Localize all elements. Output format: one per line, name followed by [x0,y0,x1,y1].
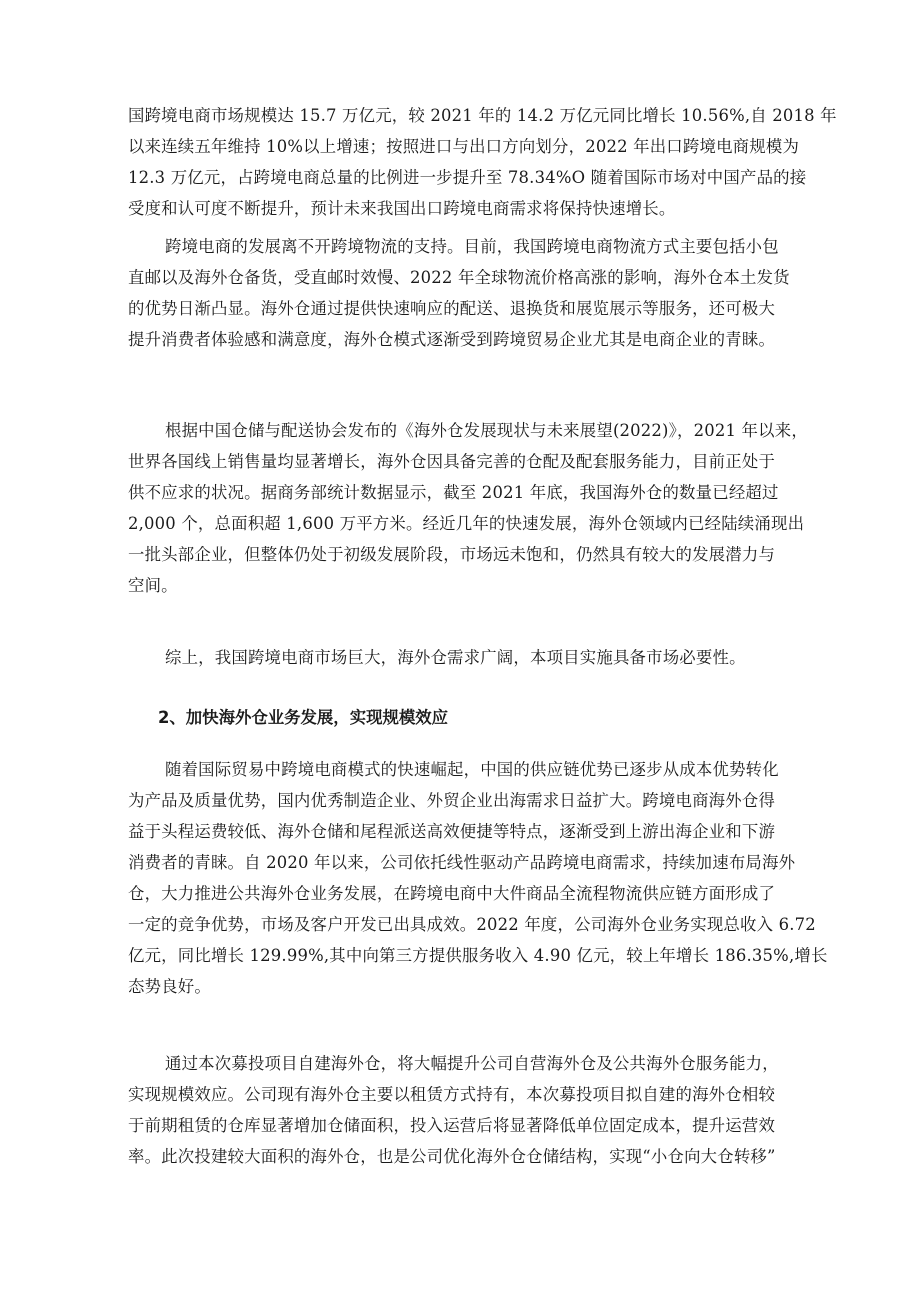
text-line: 根据中国仓储与配送协会发布的《海外仓发展现状与未来展望(2022)》，2021 年以来， [165,421,808,440]
text-line: 率。此次投建较大面积的海外仓，也是公司优化海外仓仓储结构，实现“小仓向大仓转移” [128,1147,776,1166]
text-line: 12.3 万亿元，占跨境电商总量的比例进一步提升至 78.34%O 随着国际市场对中国产品的接 [128,168,807,187]
text-line: 2,000 个，总面积超 1,600 万平方米。经近几年的快速发展，海外仓领域内已经陆续涌现出 [128,514,805,533]
text-line: 随着国际贸易中跨境电商模式的快速崛起，中国的供应链优势已逐步从成本优势转化 [165,760,779,779]
text-line: 的优势日渐凸显。海外仓通过提供快速响应的配送、退换货和展览展示等服务，还可极大 [128,299,776,318]
paragraph-market-scale [128,100,837,224]
text-line: 国跨境电商市场规模达 15.7 万亿元，较 2021 年的 14.2 万亿元同比增长 10.56%,自 2018 年 [128,106,837,125]
text-line: 为产品及质量优势，国内优秀制造企业、外贸企业出海需求日益扩大。跨境电商海外仓得 [128,791,776,810]
paragraph-logistics [128,231,798,355]
paragraph-summary [128,642,798,673]
text-line: 仓，大力推进公共海外仓业务发展，在跨境电商中大件商品全流程物流供应链方面形成了 [128,884,776,903]
text-line: 提升消费者体验感和满意度，海外仓模式逐渐受到跨境贸易企业尤其是电商企业的青睐。 [128,330,776,349]
section-heading: 2、加快海外仓业务发展，实现规模效应 [158,708,449,727]
text-line: 一批头部企业，但整体仍处于初级发展阶段，市场远未饱和，仍然具有较大的发展潜力与 [128,545,776,564]
text-line: 消费者的青睐。自 2020 年以来，公司依托线性驱动产品跨境电商需求，持续加速布局海外 [128,853,796,872]
text-line: 以来连续五年维持 10%以上增速；按照进口与出口方向划分，2022 年出口跨境电商规模为 [128,137,800,156]
text-line: 实现规模效应。公司现有海外仓主要以租赁方式持有，本次募投项目拟自建的海外仓相较 [128,1085,776,1104]
text-line: 态势良好。 [128,977,211,996]
text-line: 亿元，同比增长 129.99%,其中向第三方提供服务收入 4.90 亿元，较上年增长 186.35%,增长 [128,946,828,965]
text-line: 世界各国线上销售量均显著增长，海外仓因具备完善的仓配及配套服务能力，目前正处于 [128,452,776,471]
paragraph-warehouse-report [128,415,808,601]
text-line: 一定的竞争优势，市场及客户开发已出具成效。2022 年度，公司海外仓业务实现总收入 6.72 [128,915,816,934]
text-line: 供不应求的状况。据商务部统计数据显示，截至 2021 年底，我国海外仓的数量已经超过 [128,483,779,502]
paragraph-business-growth [128,754,828,1002]
text-line: 通过本次募投项目自建海外仓，将大幅提升公司自营海外仓及公共海外仓服务能力， [165,1054,779,1073]
text-line: 跨境电商的发展离不开跨境物流的支持。目前，我国跨境电商物流方式主要包括小包 [165,237,779,256]
text-line: 受度和认可度不断提升，预计未来我国出口跨境电商需求将保持快速增长。 [128,199,676,218]
paragraph-scale-effect [128,1048,798,1172]
text-line: 益于头程运费较低、海外仓储和尾程派送高效便捷等特点，逐渐受到上游出海企业和下游 [128,822,776,841]
text-line: 空间。 [128,576,178,595]
text-line: 于前期租赁的仓库显著增加仓储面积，投入运营后将显著降低单位固定成本，提升运营效 [128,1116,776,1135]
text-line: 综上，我国跨境电商市场巨大，海外仓需求广阔，本项目实施具备市场必要性。 [165,648,746,667]
text-line: 直邮以及海外仓备货，受直邮时效慢、2022 年全球物流价格高涨的影响，海外仓本土发货 [128,268,790,287]
